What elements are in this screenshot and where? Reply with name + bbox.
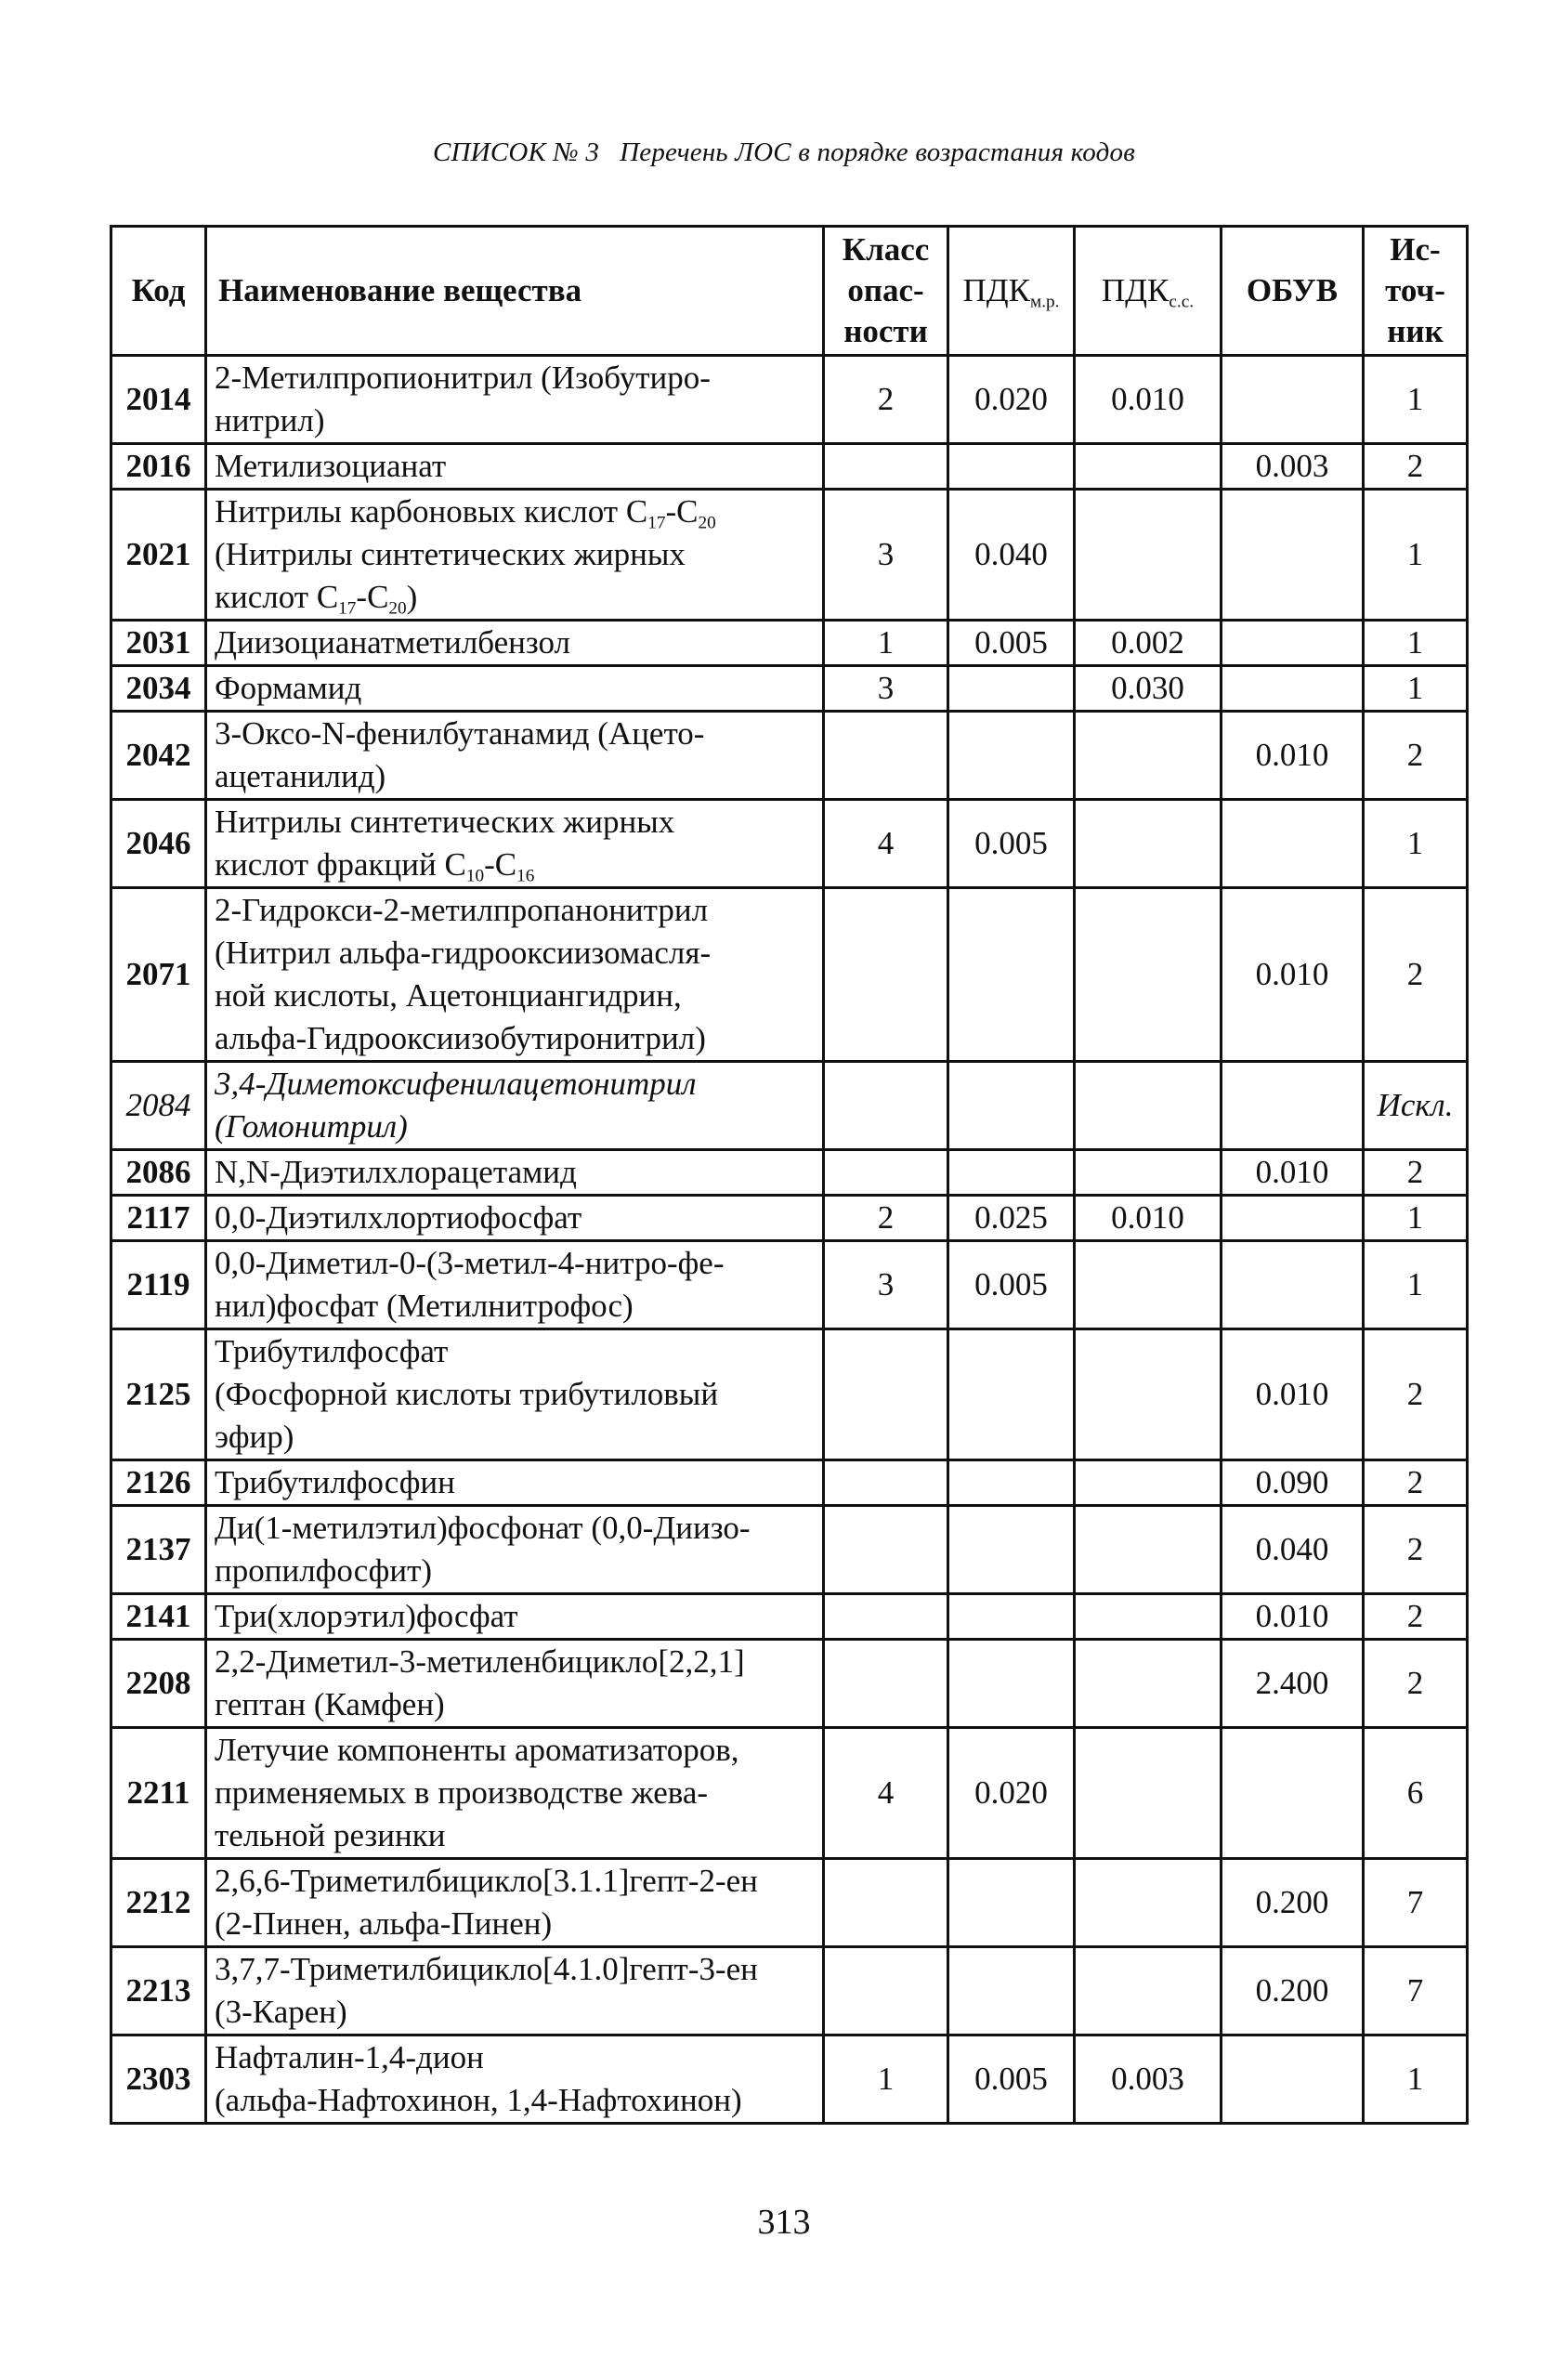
obuv-cell [1222, 1241, 1364, 1329]
obuv-cell [1222, 666, 1364, 712]
substance-name-line: гептан (Камфен) [215, 1686, 445, 1722]
pdk-ss-cell [1075, 490, 1222, 621]
substance-name-line: пропилфосфит) [215, 1552, 433, 1589]
substance-name-line: 2,6,6-Триметилбицикло[3.1.1]гепт-2-ен [215, 1863, 758, 1899]
pdk-ss-cell [1075, 1859, 1222, 1947]
obuv-cell: 2.400 [1222, 1640, 1364, 1728]
substance-name-line: 0,0-Диметил-0-(3-метил-4-нитро-фе- [215, 1245, 725, 1281]
name-text: кислот C [215, 579, 339, 615]
table-row [111, 800, 1468, 888]
substance-code: 2071 [111, 888, 206, 1062]
table-row [111, 1640, 1468, 1728]
substance-code: 2303 [111, 2035, 206, 2124]
table-row [111, 1150, 1468, 1196]
hazard-class-cell [824, 1062, 948, 1150]
substance-name-line: применяемых в производстве жева- [215, 1774, 709, 1811]
substance-name-line: Трибутилфосфин [215, 1464, 455, 1500]
hazard-class-cell [824, 1329, 948, 1460]
hazard-class-cell [824, 1640, 948, 1728]
table-row [111, 1241, 1468, 1329]
obuv-cell: 0.010 [1222, 712, 1364, 800]
pdk-ss-cell [1075, 712, 1222, 800]
substance-name [206, 1640, 824, 1728]
col-header-source-line: ник [1387, 313, 1444, 349]
col-header-name: Наименование вещества [206, 227, 824, 356]
pdk-mr-cell [948, 1460, 1075, 1506]
substance-name [206, 666, 824, 712]
pdk-mr-cell [948, 666, 1075, 712]
pdk-ss-base: ПДК [1101, 272, 1169, 308]
pdk-ss-cell [1075, 1241, 1222, 1329]
pdk-ss-cell [1075, 444, 1222, 490]
pdk-ss-cell: 0.003 [1075, 2035, 1222, 2124]
col-header-source-line: Ис- [1390, 231, 1441, 268]
substance-code: 2016 [111, 444, 206, 490]
obuv-cell [1222, 621, 1364, 666]
substance-name-line: N,N-Диэтилхлорацетамид [215, 1154, 577, 1190]
page-header [0, 137, 1568, 168]
table-row [111, 1196, 1468, 1241]
substance-code: 2042 [111, 712, 206, 800]
subscript: 16 [516, 866, 535, 886]
table-header-row [111, 227, 1468, 356]
substance-code: 2034 [111, 666, 206, 712]
source-cell: 2 [1364, 888, 1468, 1062]
substance-name-line: (Нитрил альфа-гидрооксиизомасля- [215, 935, 712, 971]
source-cell: 1 [1364, 490, 1468, 621]
table-row [111, 1506, 1468, 1594]
pdk-ss-cell [1075, 1460, 1222, 1506]
subscript: 20 [698, 513, 716, 533]
substance-name [206, 1594, 824, 1640]
substance-name-line: 2-Гидрокси-2-метилпропанонитрил [215, 892, 709, 928]
pdk-mr-cell: 0.005 [948, 621, 1075, 666]
substance-name-line: нитрил) [215, 402, 325, 438]
substance-code: 2046 [111, 800, 206, 888]
substance-name-line: 2-Метилпропионитрил (Изобутиро- [215, 360, 711, 396]
col-header-hazard-class [824, 227, 948, 356]
col-header-hazard-class-line: опас- [847, 272, 924, 308]
substance-name-line: Метилизоцианат [215, 448, 447, 484]
substance-name-line: эфир) [215, 1419, 294, 1455]
hazard-class-cell: 3 [824, 490, 948, 621]
table-row [111, 2035, 1468, 2124]
table-row [111, 621, 1468, 666]
substance-name [206, 1947, 824, 2035]
col-header-obuv: ОБУВ [1222, 227, 1364, 356]
substance-name [206, 1196, 824, 1241]
substance-code: 2117 [111, 1196, 206, 1241]
name-text: Нитрилы карбоновых кислот C [215, 493, 648, 530]
substance-name-line: (2-Пинен, альфа-Пинен) [215, 1905, 553, 1942]
obuv-cell: 0.090 [1222, 1460, 1364, 1506]
substance-name-line: (Фосфорной кислоты трибутиловый [215, 1376, 719, 1412]
col-header-hazard-class-line: ности [843, 313, 928, 349]
pdk-mr-cell: 0.005 [948, 1241, 1075, 1329]
substance-code: 2084 [111, 1062, 206, 1150]
substance-name [206, 888, 824, 1062]
substance-name [206, 490, 824, 621]
source-cell: 2 [1364, 1329, 1468, 1460]
substance-code: 2086 [111, 1150, 206, 1196]
list-title: СПИСОК № 3 [433, 137, 600, 167]
substance-name-line: Диизоцианатметилбензол [215, 624, 571, 661]
substance-name-line: Трибутилфосфат [215, 1333, 449, 1369]
pdk-mr-cell [948, 1859, 1075, 1947]
pdk-ss-cell [1075, 800, 1222, 888]
list-subtitle: Перечень ЛОС в порядке возрастания кодов [620, 137, 1135, 167]
col-header-pdk-ss [1075, 227, 1222, 356]
pdk-mr-cell: 0.005 [948, 800, 1075, 888]
source-cell: 1 [1364, 666, 1468, 712]
name-text: -C [484, 846, 517, 883]
substance-name-line: ацетанилид) [215, 758, 386, 794]
pdk-mr-cell: 0.005 [948, 2035, 1075, 2124]
pdk-mr-cell: 0.020 [948, 356, 1075, 444]
source-cell: 2 [1364, 1640, 1468, 1728]
source-cell: 2 [1364, 1460, 1468, 1506]
col-header-source [1364, 227, 1468, 356]
substance-name [206, 1062, 824, 1150]
table-body [111, 356, 1468, 2124]
pdk-mr-cell [948, 1594, 1075, 1640]
substance-name-line [215, 491, 815, 533]
pdk-ss-cell [1075, 1947, 1222, 2035]
source-cell: 1 [1364, 1196, 1468, 1241]
hazard-class-cell [824, 1594, 948, 1640]
pdk-mr-cell: 0.025 [948, 1196, 1075, 1241]
substance-name [206, 1329, 824, 1460]
pdk-ss-cell: 0.010 [1075, 1196, 1222, 1241]
obuv-cell: 0.010 [1222, 1150, 1364, 1196]
obuv-cell [1222, 356, 1364, 444]
source-cell: 2 [1364, 712, 1468, 800]
substance-name [206, 621, 824, 666]
substance-name-line: Три(хлорэтил)фосфат [215, 1598, 518, 1634]
source-cell: 1 [1364, 2035, 1468, 2124]
substance-name-line: Нитрилы синтетических жирных [215, 804, 675, 840]
name-text: ) [406, 579, 418, 615]
substance-name-line: (Нитрилы синтетических жирных [215, 536, 686, 572]
table-row [111, 888, 1468, 1062]
table-row [111, 712, 1468, 800]
substance-name-line: 3,4-Диметоксифенилацетонитрил [215, 1066, 697, 1102]
obuv-cell: 0.010 [1222, 1594, 1364, 1640]
substance-name-line: тельной резинки [215, 1817, 446, 1853]
substance-code: 2213 [111, 1947, 206, 2035]
table-row [111, 356, 1468, 444]
substance-name [206, 712, 824, 800]
substance-code: 2212 [111, 1859, 206, 1947]
table-row [111, 666, 1468, 712]
hazard-class-cell [824, 1460, 948, 1506]
source-cell: 7 [1364, 1859, 1468, 1947]
source-cell: 6 [1364, 1728, 1468, 1859]
pdk-ss-cell [1075, 1506, 1222, 1594]
hazard-class-cell: 3 [824, 1241, 948, 1329]
substance-name-line: альфа-Гидрооксиизобутиронитрил) [215, 1020, 706, 1056]
substance-name-line: 3,7,7-Триметилбицикло[4.1.0]гепт-3-ен [215, 1951, 758, 1987]
hazard-class-cell [824, 444, 948, 490]
hazard-class-cell [824, 1947, 948, 2035]
hazard-class-cell: 1 [824, 621, 948, 666]
col-header-hazard-class-line: Класс [842, 231, 930, 268]
pdk-ss-cell: 0.010 [1075, 356, 1222, 444]
substance-code: 2021 [111, 490, 206, 621]
substance-name [206, 356, 824, 444]
hazard-class-cell: 1 [824, 2035, 948, 2124]
source-cell: 1 [1364, 356, 1468, 444]
substance-code: 2208 [111, 1640, 206, 1728]
table-row [111, 1947, 1468, 2035]
col-header-source-line: точ- [1385, 272, 1445, 308]
pdk-mr-base: ПДК [962, 272, 1031, 308]
substance-code: 2014 [111, 356, 206, 444]
substance-name-line: 3-Оксо-N-фенилбутанамид (Ацето- [215, 715, 705, 752]
pdk-mr-cell [948, 1640, 1075, 1728]
col-header-code: Код [111, 227, 206, 356]
substance-code: 2211 [111, 1728, 206, 1859]
substance-name-line: Летучие компоненты ароматизаторов, [215, 1732, 739, 1768]
pdk-mr-cell [948, 1150, 1075, 1196]
substance-name-line [215, 844, 815, 886]
source-cell: 1 [1364, 621, 1468, 666]
obuv-cell [1222, 1196, 1364, 1241]
source-cell: 2 [1364, 1150, 1468, 1196]
table-row [111, 1062, 1468, 1150]
obuv-cell: 0.003 [1222, 444, 1364, 490]
pdk-mr-sub: м.р. [1030, 292, 1060, 312]
pdk-ss-cell [1075, 1728, 1222, 1859]
pdk-ss-cell [1075, 1640, 1222, 1728]
hazard-class-cell [824, 888, 948, 1062]
pdk-mr-cell [948, 1062, 1075, 1150]
obuv-cell: 0.200 [1222, 1947, 1364, 2035]
name-text: кислот фракций C [215, 846, 466, 883]
hazard-class-cell [824, 1506, 948, 1594]
substance-code: 2119 [111, 1241, 206, 1329]
obuv-cell [1222, 2035, 1364, 2124]
pdk-mr-cell [948, 1506, 1075, 1594]
substance-name [206, 1859, 824, 1947]
pdk-mr-cell [948, 1947, 1075, 2035]
obuv-cell: 0.010 [1222, 1329, 1364, 1460]
name-text: -C [665, 493, 699, 530]
source-cell: 2 [1364, 444, 1468, 490]
substance-code: 2141 [111, 1594, 206, 1640]
obuv-cell [1222, 800, 1364, 888]
substance-code: 2126 [111, 1460, 206, 1506]
substance-name-line: (альфа-Нафтохинон, 1,4-Нафтохинон) [215, 2082, 742, 2118]
substance-name-line: 0,0-Диэтилхлортиофосфат [215, 1199, 582, 1236]
hazard-class-cell: 3 [824, 666, 948, 712]
pdk-mr-cell: 0.040 [948, 490, 1075, 621]
source-cell: 1 [1364, 800, 1468, 888]
substance-name-line: Формамид [215, 670, 362, 706]
obuv-cell: 0.200 [1222, 1859, 1364, 1947]
substance-name-line: 2,2-Диметил-3-метиленбицикло[2,2,1] [215, 1643, 745, 1680]
substance-name-line: (Гомонитрил) [215, 1108, 408, 1145]
pdk-mr-cell [948, 444, 1075, 490]
hazard-class-cell [824, 712, 948, 800]
substance-name [206, 1241, 824, 1329]
source-cell: Искл. [1364, 1062, 1468, 1150]
col-header-pdk-mr [948, 227, 1075, 356]
substance-code: 2137 [111, 1506, 206, 1594]
pdk-ss-cell [1075, 1594, 1222, 1640]
substance-name-line: Ди(1-метилэтил)фосфонат (0,0-Диизо- [215, 1510, 751, 1546]
substance-code: 2125 [111, 1329, 206, 1460]
pdk-mr-cell [948, 888, 1075, 1062]
table-row [111, 1859, 1468, 1947]
hazard-class-cell [824, 1859, 948, 1947]
substance-name-line: (3-Карен) [215, 1994, 347, 2030]
obuv-cell [1222, 490, 1364, 621]
subscript: 10 [465, 866, 485, 886]
substance-name-line: Нафталин-1,4-дион [215, 2039, 484, 2075]
source-cell: 7 [1364, 1947, 1468, 2035]
substance-name [206, 800, 824, 888]
hazard-class-cell: 2 [824, 356, 948, 444]
substance-name [206, 444, 824, 490]
pdk-ss-cell [1075, 1150, 1222, 1196]
source-cell: 1 [1364, 1241, 1468, 1329]
hazard-class-cell [824, 1150, 948, 1196]
pdk-mr-cell: 0.020 [948, 1728, 1075, 1859]
substance-code: 2031 [111, 621, 206, 666]
hazard-class-cell: 2 [824, 1196, 948, 1241]
subscript: 17 [647, 513, 666, 533]
subscript: 17 [338, 598, 357, 619]
name-text: -C [356, 579, 389, 615]
substance-name [206, 1728, 824, 1859]
substance-name [206, 2035, 824, 2124]
substance-name [206, 1150, 824, 1196]
subscript: 20 [388, 598, 407, 619]
table-row [111, 1329, 1468, 1460]
substance-name [206, 1506, 824, 1594]
obuv-cell [1222, 1728, 1364, 1859]
table-row [111, 1460, 1468, 1506]
obuv-cell: 0.040 [1222, 1506, 1364, 1594]
pdk-ss-cell: 0.002 [1075, 621, 1222, 666]
table-row [111, 1728, 1468, 1859]
page-number: 313 [757, 2203, 811, 2242]
pdk-mr-cell [948, 712, 1075, 800]
substance-name [206, 1460, 824, 1506]
source-cell: 2 [1364, 1594, 1468, 1640]
voc-table [110, 225, 1469, 2125]
obuv-cell [1222, 1062, 1364, 1150]
pdk-ss-cell: 0.030 [1075, 666, 1222, 712]
pdk-ss-cell [1075, 888, 1222, 1062]
substance-name-line [215, 576, 815, 619]
table-row [111, 1594, 1468, 1640]
source-cell: 2 [1364, 1506, 1468, 1594]
pdk-ss-cell [1075, 1329, 1222, 1460]
hazard-class-cell: 4 [824, 800, 948, 888]
substance-name-line: нил)фосфат (Метилнитрофос) [215, 1288, 634, 1324]
pdk-mr-cell [948, 1329, 1075, 1460]
substance-name-line: ной кислоты, Ацетонциангидрин, [215, 977, 682, 1014]
table-row [111, 490, 1468, 621]
obuv-cell: 0.010 [1222, 888, 1364, 1062]
table-row [111, 444, 1468, 490]
hazard-class-cell: 4 [824, 1728, 948, 1859]
pdk-ss-cell [1075, 1062, 1222, 1150]
pdk-ss-sub: с.с. [1169, 292, 1195, 312]
